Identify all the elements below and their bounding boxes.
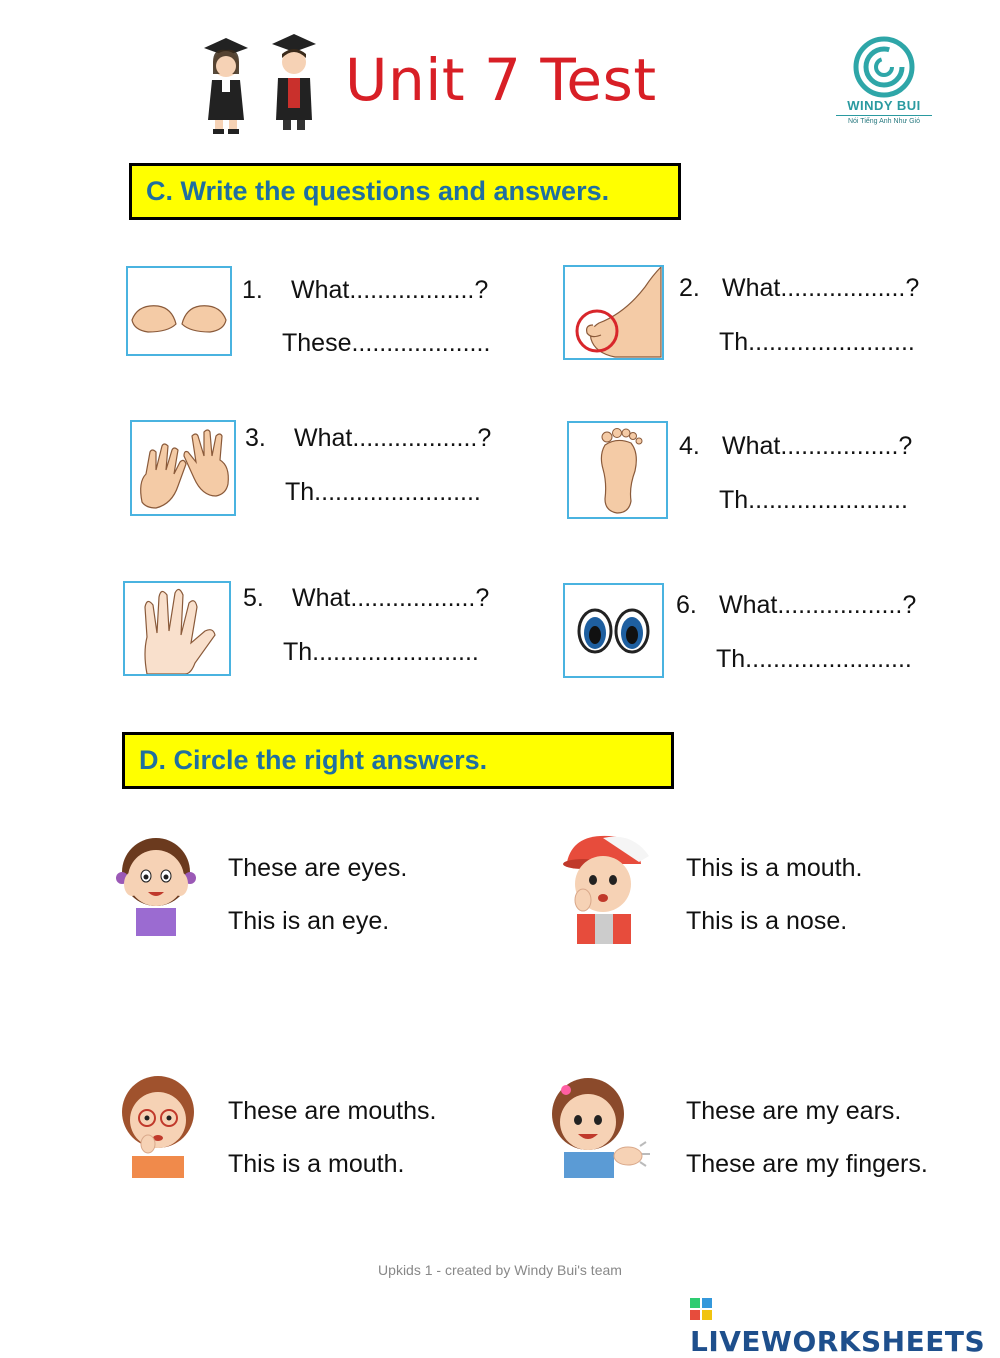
question-5-text[interactable]: What..................? <box>292 584 490 612</box>
d2-option-b[interactable]: This is a nose. <box>686 907 848 935</box>
girl-pointing-eyes-illustration <box>108 832 204 936</box>
liveworksheets-logo-icon <box>690 1298 712 1320</box>
section-c-heading <box>129 163 681 220</box>
question-1-text[interactable]: What..................? <box>291 276 489 304</box>
answer-4-text[interactable]: Th....................... <box>719 486 908 514</box>
d4-option-b[interactable]: These are my fingers. <box>686 1150 928 1178</box>
question-4-number: 4. <box>679 432 700 460</box>
toe-picture <box>563 265 664 360</box>
hands-picture <box>130 420 236 516</box>
girl-with-glasses-illustration <box>110 1072 206 1178</box>
answer-6-text[interactable]: Th........................ <box>716 645 912 673</box>
question-4-text[interactable]: What.................? <box>722 432 913 460</box>
d1-option-a[interactable]: These are eyes. <box>228 854 408 882</box>
question-2-text[interactable]: What..................? <box>722 274 920 302</box>
boy-touching-mouth-illustration <box>553 828 653 944</box>
graduate-boy-illustration <box>268 30 320 136</box>
graduate-girl-illustration <box>200 34 252 136</box>
d3-option-b[interactable]: This is a mouth. <box>228 1150 405 1178</box>
feet-picture <box>126 266 232 356</box>
hand-picture <box>123 581 231 676</box>
d1-option-b[interactable]: This is an eye. <box>228 907 390 935</box>
question-6-number: 6. <box>676 591 697 619</box>
question-3-number: 3. <box>245 424 266 452</box>
question-2-number: 2. <box>679 274 700 302</box>
d3-option-a[interactable]: These are mouths. <box>228 1097 437 1125</box>
d4-option-a[interactable]: These are my ears. <box>686 1097 902 1125</box>
section-d-heading-text: D. Circle the right answers. <box>139 745 488 775</box>
spiral-logo-icon <box>853 36 915 98</box>
answer-1-text[interactable]: These.................... <box>282 329 491 357</box>
foot-sole-picture <box>567 421 668 519</box>
section-d-heading <box>122 732 674 789</box>
eyes-picture <box>563 583 664 678</box>
windy-bui-logo <box>836 36 932 146</box>
footer-credit: Upkids 1 - created by Windy Bui's team <box>378 1262 622 1278</box>
question-1-number: 1. <box>242 276 263 304</box>
liveworksheets-brand-text: LIVEWORKSHEETS <box>690 1325 986 1358</box>
page-title: Unit 7 Test <box>345 46 657 114</box>
section-c-heading-text: C. Write the questions and answers. <box>146 176 610 206</box>
question-5-number: 5. <box>243 584 264 612</box>
question-6-text[interactable]: What..................? <box>719 591 917 619</box>
d2-option-a[interactable]: This is a mouth. <box>686 854 863 882</box>
answer-5-text[interactable]: Th........................ <box>283 638 479 666</box>
logo-name: WINDY BUI <box>847 98 921 113</box>
answer-3-text[interactable]: Th........................ <box>285 478 481 506</box>
girl-showing-fingers-illustration <box>536 1072 656 1178</box>
answer-2-text[interactable]: Th........................ <box>719 328 915 356</box>
logo-tagline: Nói Tiếng Anh Như Gió <box>836 115 932 125</box>
liveworksheets-brand[interactable] <box>690 1292 1000 1358</box>
question-3-text[interactable]: What..................? <box>294 424 492 452</box>
